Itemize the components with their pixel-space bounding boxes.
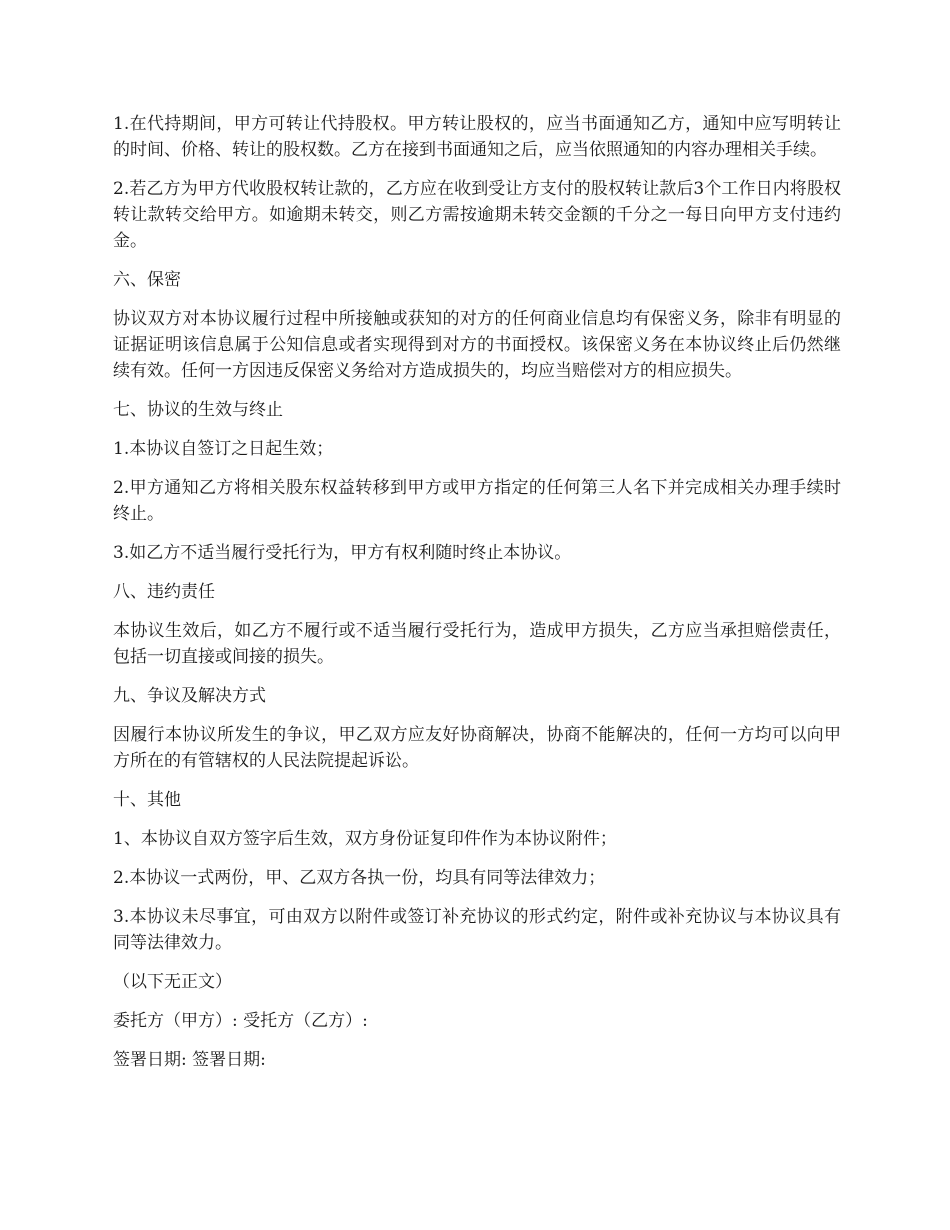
clause-transfer-payment: 2.若乙方为甲方代收股权转让款的，乙方应在收到受让方支付的股权转让款后3个工作日内将股权转让款转交给甲方。如逾期未转交，则乙方需按逾期未转交金额的千分之一每日向甲方支付违约金。 (113, 179, 841, 251)
clause-confidentiality: 协议双方对本协议履行过程中所接触或获知的对方的任何商业信息均有保密义务，除非有明显的证据证明该信息属于公知信息或者实现得到对方的书面授权。该保密义务在本协议终止后仍然继续有效。任何一方因违反保密义务给对方造成损失的，均应当赔偿对方的相应损失。 (113, 309, 841, 381)
clause-misc-supplement: 3.本协议未尽事宜，可由双方以附件或签订补充协议的形式约定，附件或补充协议与本协议具有同等法律效力。 (113, 907, 841, 953)
end-of-text-note: （以下无正文） (113, 972, 232, 992)
section-heading-dispute: 九、争议及解决方式 (113, 686, 266, 706)
clause-misc-copies: 2.本协议一式两份，甲、乙双方各执一份，均具有同等法律效力； (113, 868, 606, 888)
clause-transfer-notice: 1.在代持期间，甲方可转让代持股权。甲方转让股权的，应当书面通知乙方，通知中应写明转让的时间、价格、转让的股权数。乙方在接到书面通知之后，应当依照通知的内容办理相关手续。 (113, 114, 841, 160)
section-heading-liability: 八、违约责任 (113, 582, 215, 602)
clause-termination-transfer: 2.甲方通知乙方将相关股东权益转移到甲方或甲方指定的任何第三人名下并完成相关办理手续时终止。 (113, 478, 841, 524)
signature-date-line: 签署日期: 签署日期: (113, 1050, 266, 1070)
signature-parties-line: 委托方（甲方）: 受托方（乙方）: (113, 1011, 368, 1031)
clause-liability: 本协议生效后，如乙方不履行或不适当履行受托行为，造成甲方损失，乙方应当承担赔偿责任，包括一切直接或间接的损失。 (113, 621, 841, 667)
section-heading-effect-termination: 七、协议的生效与终止 (113, 400, 283, 420)
clause-misc-effective: 1、本协议自双方签字后生效，双方身份证复印件作为本协议附件； (113, 829, 617, 849)
clause-dispute: 因履行本协议所发生的争议，甲乙双方应友好协商解决，协商不能解决的，任何一方均可以向甲方所在的有管辖权的人民法院提起诉讼。 (113, 725, 841, 771)
clause-effective-date: 1.本协议自签订之日起生效； (113, 439, 334, 459)
section-heading-confidentiality: 六、保密 (113, 270, 181, 290)
clause-termination-right: 3.如乙方不适当履行受托行为，甲方有权利随时终止本协议。 (113, 543, 572, 563)
document-page (113, 111, 841, 1086)
section-heading-misc: 十、其他 (113, 790, 181, 810)
